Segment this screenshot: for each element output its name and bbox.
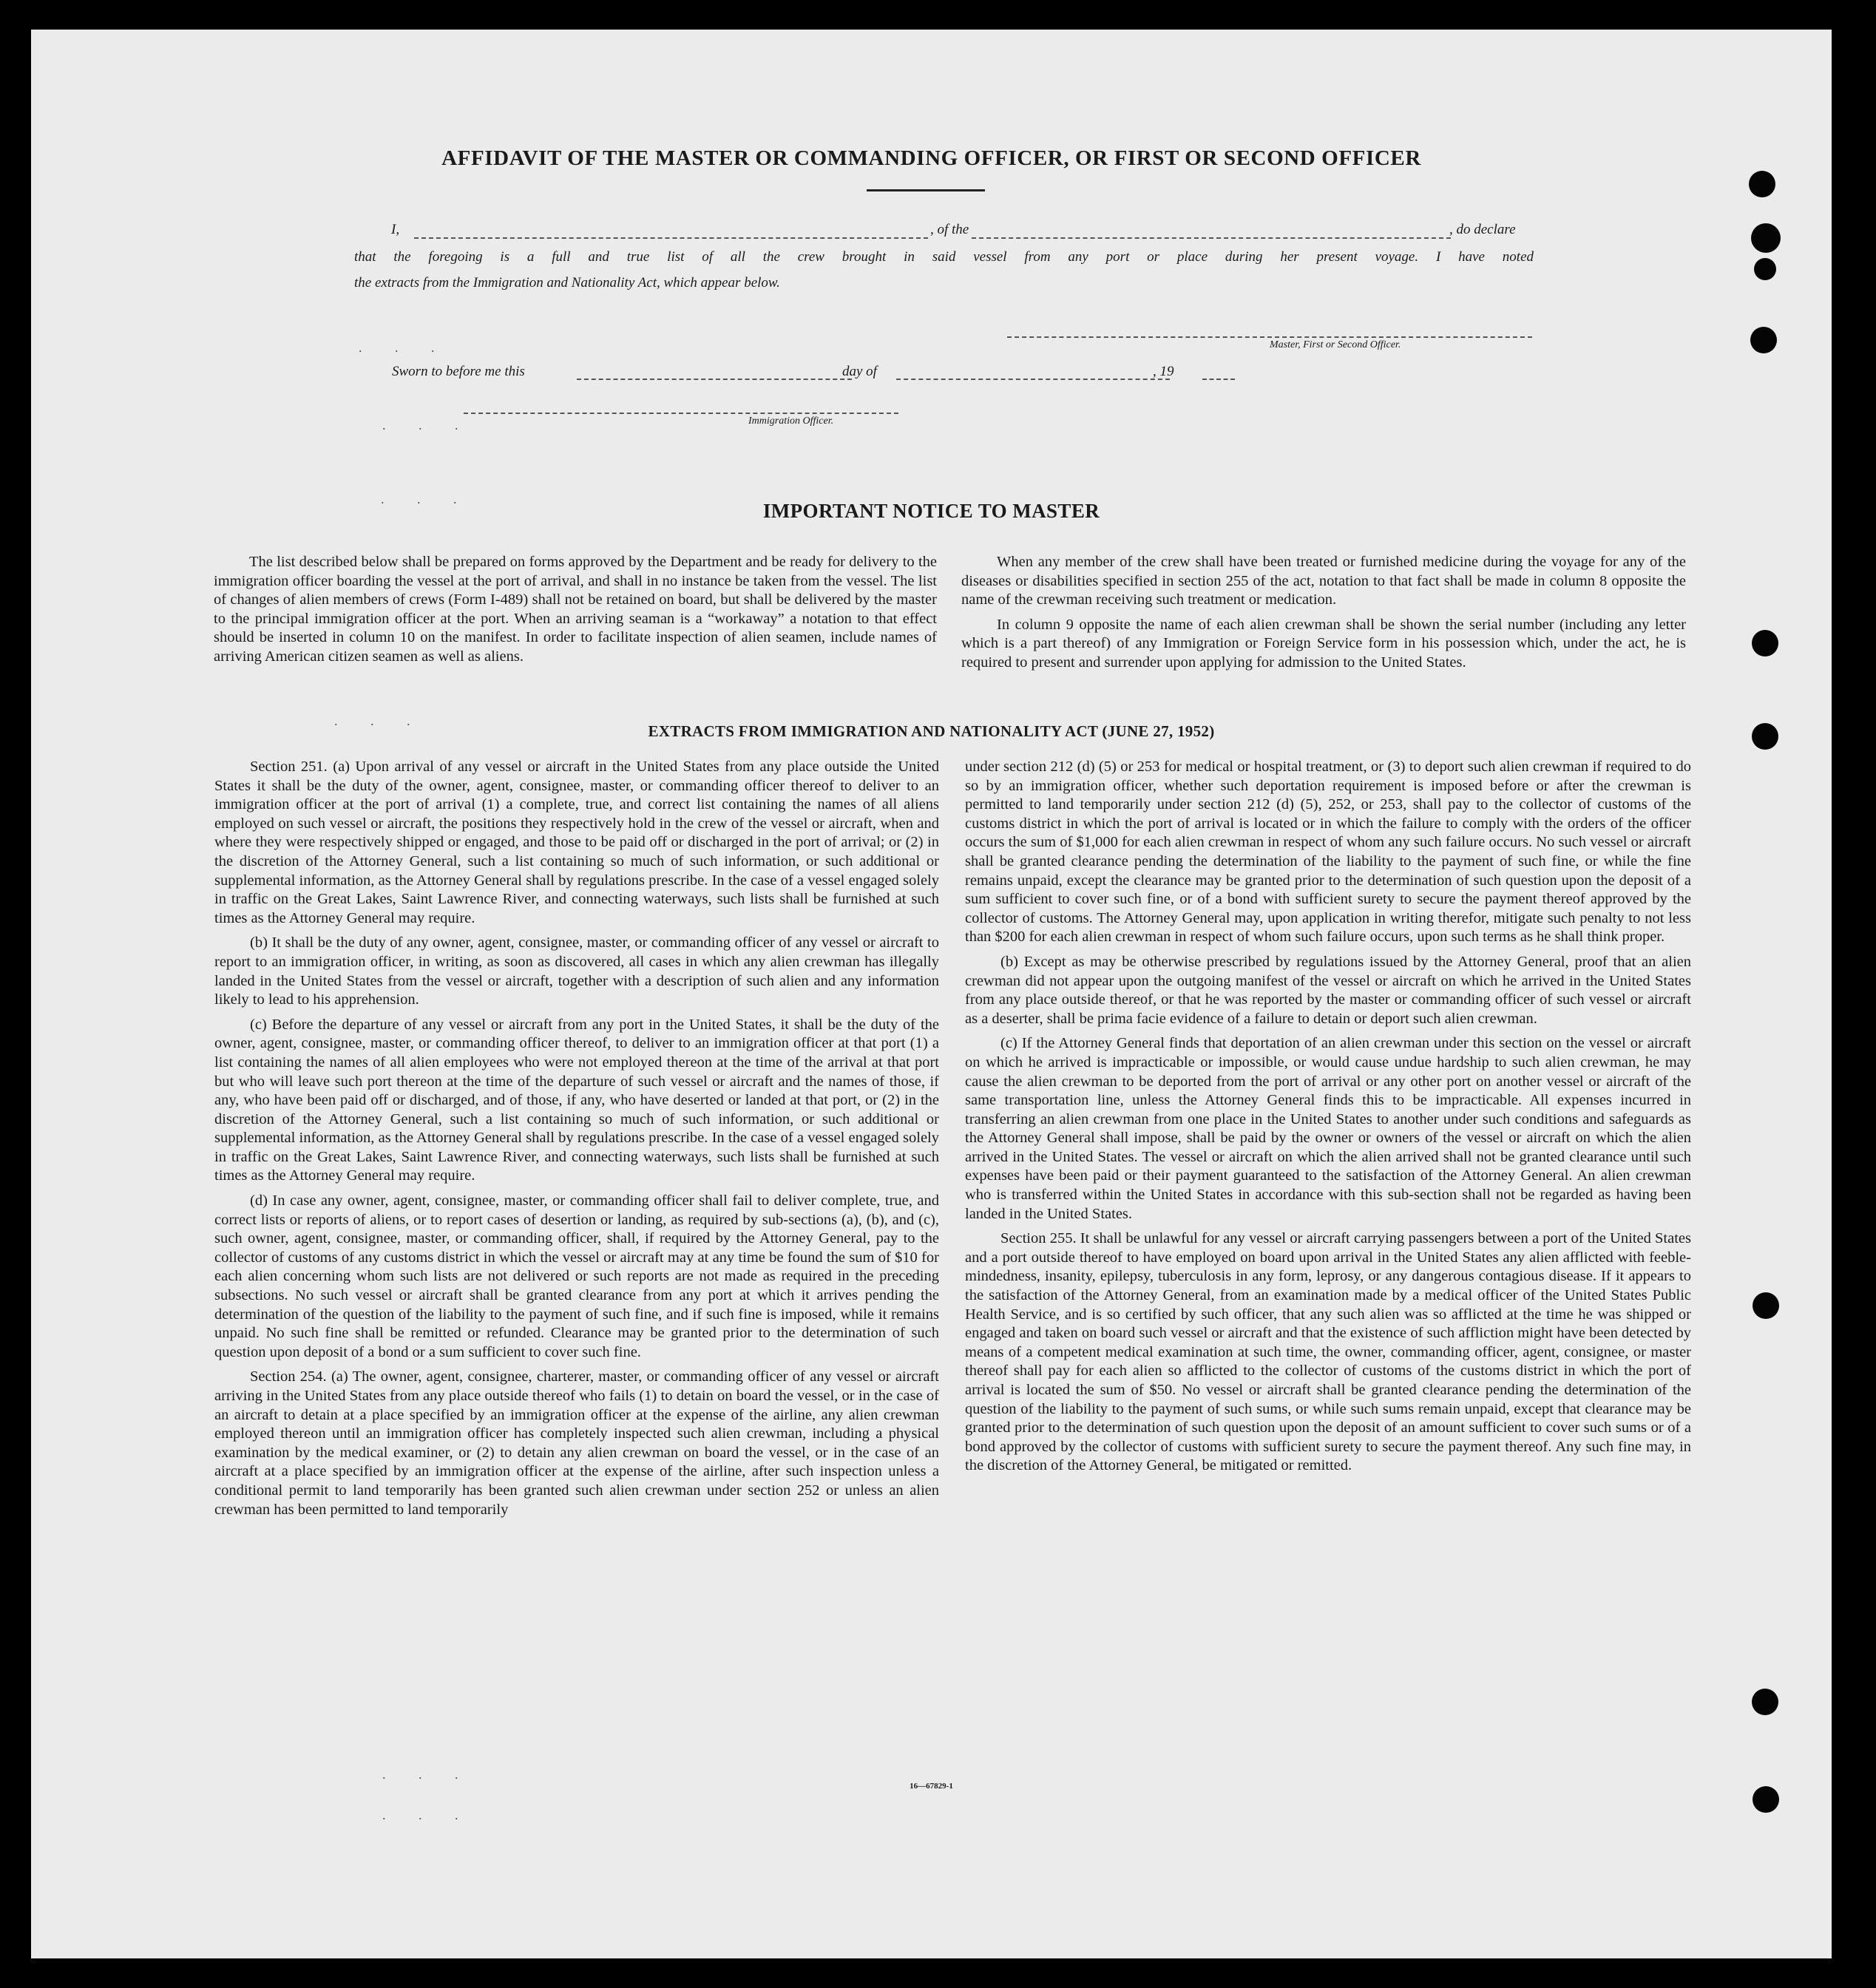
extracts-right-column bbox=[965, 758, 1691, 1482]
binder-hole bbox=[1753, 1786, 1779, 1813]
i-label: I, bbox=[391, 222, 400, 237]
day-of-label: day of bbox=[842, 364, 877, 379]
vessel-field[interactable] bbox=[972, 237, 1451, 239]
immigration-officer-label: Immigration Officer. bbox=[748, 415, 834, 427]
section-paragraph: Section 254. (a) The owner, agent, consignee, charterer, master, or commanding officer of any vessel or aircraft arriving in the United States from any place outside thereof who fails (1) to detain on board the vessel, or in the case of an aircraft to detain at a place specified by an immigration officer at the expense of the airline, any alien crewman employed thereon until an immigration officer has completely inspected such alien crewman, including a physical examination by the medical examiner, or (2) to detain any alien crewman on board the vessel, or in the case of an aircraft at a place specified by an immigration officer at the expense of the airline, after such inspection unless a conditional permit to land temporarily has been granted such alien crewman under section 252 or unless an alien crewman has been permitted to land temporarily bbox=[214, 1368, 939, 1518]
section-paragraph: (b) Except as may be otherwise prescribed by regulations issued by the Attorney General, proof that an alien crewman did not appear upon the outgoing manifest of the vessel or aircraft on which he arrived in the United States from any place outside thereof, or that he was reported by the master or commanding officer of such vessel or aircraft as a deserter, shall be prima facie evidence of a failure to detain or deport such alien crewman. bbox=[965, 953, 1691, 1027]
section-paragraph: (c) If the Attorney General finds that deportation of an alien crewman under this section on the vessel or aircraft on which he arrived is impracticable or impossible, or would cause undue hardship to such alien crewman, he may cause the alien crewman to be deported from the port of arrival or any other port on another vessel or aircraft of the same transportation line, unless the Attorney General finds this to be impracticable. All expenses incurred in transferring an alien crewman from one place in the United States to another under such conditions and safeguards as the Attorney General shall impose, shall be paid by the owner or owners of the vessel or aircraft on which the alien arrived in the United States. The vessel or aircraft on which the alien arrived shall not be granted clearance until such expenses have been paid or their payment guaranteed to the satisfaction of the Attorney General. An alien crewman who is transferred within the United States in accordance with this sub-section shall not be regarded as having been landed in the United States. bbox=[965, 1035, 1691, 1222]
affidavit-title: AFFIDAVIT OF THE MASTER OR COMMANDING OFFICER, OR FIRST OR SECOND OFFICER bbox=[441, 146, 1421, 170]
scan-marks: . . . bbox=[381, 492, 472, 506]
form-number: 16—67829-1 bbox=[910, 1782, 953, 1791]
scan-marks: . . . bbox=[382, 1808, 473, 1822]
section-paragraph: (b) It shall be the duty of any owner, agent, consignee, master, or commanding officer of any vessel or aircraft to report to an immigration officer, in writing, as soon as discovered, all cases in which any alien crewman has illegally landed in the United States from the vessel or aircraft, together with a description of such alien and any information likely to lead to his apprehension. bbox=[214, 934, 939, 1008]
notice-title: IMPORTANT NOTICE TO MASTER bbox=[762, 500, 1100, 522]
do-declare-label: , do declare bbox=[1449, 222, 1516, 237]
of-the-label: , of the bbox=[930, 222, 969, 237]
notice-paragraph: The list described below shall be prepared on forms approved by the Department and be ready for delivery to the immigration officer boarding the vessel at the port of arrival, and shall in no instance be taken from the vessel. The list of changes of alien members of crews (Form I-489) shall not be retained on board, but shall be delivered by the master to the principal immigration officer at the port. When an arriving seaman is a “workaway” a notation to that effect should be inserted in column 10 on the manifest. In order to facilitate inspection of alien seamen, include names of arriving American citizen seamen as well as aliens. bbox=[214, 554, 937, 665]
extracts-left-column bbox=[214, 758, 939, 1525]
declaration-line-1: that the foregoing is a full and true list of all the crew brought in said vessel from any port or place during her present voyage. I have noted bbox=[354, 249, 1534, 265]
notice-right-column bbox=[961, 553, 1686, 679]
notice-paragraph: When any member of the crew shall have been treated or furnished medicine during the voyage for any of the diseases or disabilities specified in section 255 of the act, notation to that fact shall be made in column 8 opposite the name of the crewman receiving such treatment or medication. bbox=[961, 554, 1686, 608]
sworn-month-field[interactable] bbox=[896, 379, 1170, 380]
scan-marks: . . . bbox=[334, 713, 425, 728]
scan-marks: . . . bbox=[382, 418, 473, 432]
binder-hole bbox=[1750, 327, 1777, 353]
notice-paragraph: In column 9 opposite the name of each alien crewman shall be shown the serial number (including any letter which is a part thereof) of any Immigration or Foreign Service form in his possession which, under the act, he is required to present and surrender upon applying for admission to the United States. bbox=[961, 616, 1686, 671]
binder-hole bbox=[1752, 723, 1778, 750]
section-paragraph: under section 212 (d) (5) or 253 for medical or hospital treatment, or (3) to deport such alien crewman if required to do so by an immigration officer, whether such deportation requirement is imposed before or after the crewman is permitted to land temporarily under section 212 (d) (5), 252, or 253, shall pay to the collector of customs of the customs district in which the port of arrival is located or in which the failure to comply with the orders of the officer occurs the sum of $1,000 for each alien crewman in respect of whom any such failure occurs. No such vessel or aircraft shall be granted clearance pending the determination of the liability to the payment of such fine, or while the fine remains unpaid, except the clearance may be granted prior to the determination of such question upon the deposit of a sum sufficient to cover such fine, or of a bond with sufficient surety to secure the payment thereof approved by the collector of customs. The Attorney General may, upon application in writing therefor, mitigate such penalty to not less than $200 for each alien crewman in respect of whom such failure occurs, upon such terms as he shall think proper. bbox=[965, 759, 1691, 946]
section-paragraph: (d) In case any owner, agent, consignee, master, or commanding officer shall fail to deliver complete, true, and correct lists or reports of aliens, or to report cases of desertion or landing, as required by sub-sections (a), (b), and (c), such owner, agent, consignee, master, or commanding officer, shall, if required by the Attorney General, pay to the collector of customs of any customs district in which the vessel or aircraft may at any time be found the sum of $10 for each alien concerning whom such lists are not delivered or such reports are not made as required in the preceding subsections. No such vessel or aircraft shall be granted clearance from any port at which it arrives pending the determination of the question of the liability to the payment of such fine, and if such fine is imposed, while it remains unpaid. No such fine shall be remitted or refunded. Clearance may be granted prior to the determination of such question upon deposit of a bond or a sum sufficient to cover such fine. bbox=[214, 1193, 939, 1360]
section-paragraph: Section 251. (a) Upon arrival of any vessel or aircraft in the United States from any place outside the United States it shall be the duty of the owner, agent, consignee, master, or commanding officer thereof to deliver to an immigration officer at the port of arrival (1) a complete, true, and correct list containing the names of all aliens employed on such vessel or aircraft, the positions they respectively hold in the crew of the vessel or aircraft, when and where they were respectively shipped or engaged, and those to be paid off or discharged in the port of arrival; or (2) in the discretion of the Attorney General, such a list containing so much of such information, or such additional or supplemental information, as the Attorney General shall by regulations prescribe. In the case of a vessel engaged solely in traffic on the Great Lakes, Saint Lawrence River, and connecting waterways, such lists shall be furnished at such times as the Attorney General may require. bbox=[214, 759, 939, 926]
binder-hole bbox=[1752, 1689, 1778, 1715]
section-paragraph: Section 255. It shall be unlawful for any vessel or aircraft carrying passengers between a port of the United States and a port outside thereof to have employed on board upon arrival in the United States any alien afflicted with feeble-mindedness, insanity, epilepsy, tuberculosis in any form, leprosy, or any dangerous contagious disease. If it appears to the satisfaction of the Attorney General, from an examination made by a medical officer of the United States Public Health Service, and is so certified by such officer, that any such alien was so afflicted at the time he was shipped or engaged and taken on board such vessel or aircraft and that the existence of such affliction might have been detected by means of a competent medical examination at such time, the owner, commanding officer, agent, consignee, or master thereof shall pay for each alien so afflicted to the collector of customs of the customs district in which the port of arrival is located the sum of $50. No vessel or aircraft shall be granted clearance pending the determination of the question of the liability to the payment of such sums, or while such sums remain unpaid, except that clearance may be granted prior to the determination of such question upon the deposit of an amount sufficient to cover such sums or of a bond approved by the collector of customs with sufficient surety to secure the payment thereof. Any such fine may, in the discretion of the Attorney General, be mitigated or remitted. bbox=[965, 1230, 1691, 1474]
notice-left-column bbox=[214, 553, 937, 673]
title-underline bbox=[867, 189, 985, 191]
sworn-label: Sworn to before me this bbox=[392, 364, 525, 379]
section-paragraph: (c) Before the departure of any vessel or aircraft from any port in the United States, it shall be the duty of the owner, agent, consignee, master, or commanding officer thereof, to deliver to an immigration officer at that port (1) a list containing the names of all alien employees who were not employed thereon at the time of the arrival at that port but who will leave such port thereon at the time of the departure of such vessel or aircraft and the names of those, if any, who have been paid off or discharged, and of those, if any, who have deserted or landed at that port, or (2) in the discretion of the Attorney General, such a list containing so much of such information, or such additional or supplemental information, as the Attorney General shall by regulations prescribe. In the case of a vessel engaged solely in traffic on the Great Lakes, Saint Lawrence River, and connecting waterways, such lists shall be furnished at such times as the Attorney General may require. bbox=[214, 1016, 939, 1184]
declaration-line-2: the extracts from the Immigration and Nationality Act, which appear below. bbox=[354, 275, 780, 291]
master-signature-label: Master, First or Second Officer. bbox=[1270, 339, 1401, 350]
scan-marks: . . . bbox=[359, 340, 450, 355]
document-page bbox=[31, 30, 1832, 1958]
binder-hole bbox=[1752, 630, 1778, 657]
binder-hole bbox=[1753, 1292, 1779, 1319]
master-signature-line[interactable] bbox=[1007, 336, 1532, 338]
scan-marks: . . . bbox=[382, 1767, 473, 1782]
binder-hole bbox=[1749, 171, 1775, 197]
immigration-officer-line[interactable] bbox=[464, 413, 898, 414]
binder-hole bbox=[1751, 223, 1781, 253]
extracts-title: EXTRACTS FROM IMMIGRATION AND NATIONALITY ACT (JUNE 27, 1952) bbox=[648, 722, 1215, 740]
binder-hole bbox=[1754, 258, 1776, 280]
sworn-day-field[interactable] bbox=[577, 379, 852, 380]
sworn-year-field[interactable] bbox=[1202, 379, 1235, 380]
year-label: , 19 bbox=[1153, 364, 1174, 379]
name-field[interactable] bbox=[414, 237, 928, 239]
